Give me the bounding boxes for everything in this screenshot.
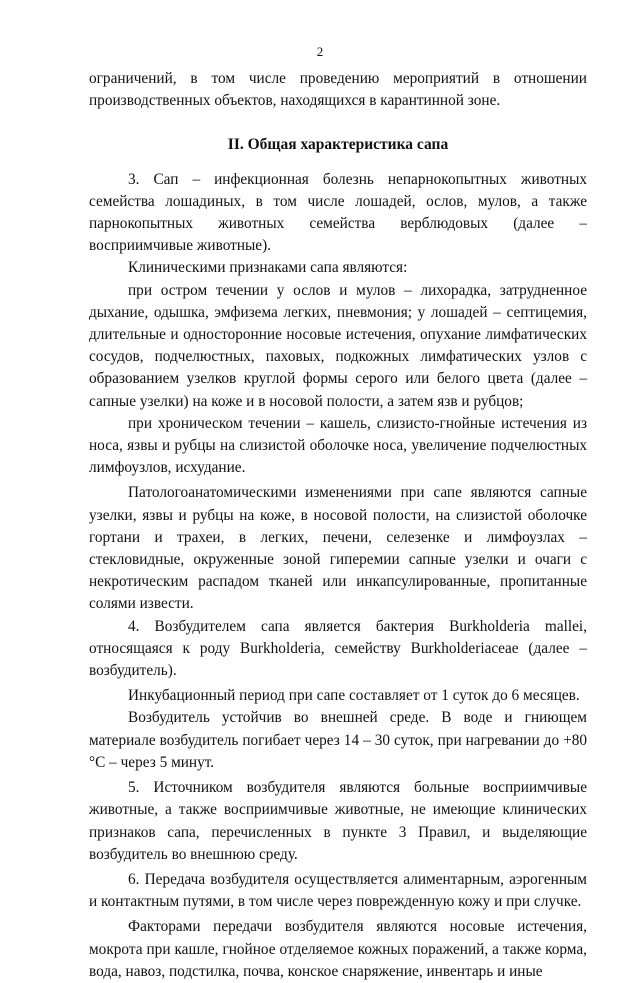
- paragraph-item-5: 5. Источником возбудителя являются больные восприимчивые животные, а также восприимчивые животные, не имеющие клинических признаков сапа, перечисленных в пункте 3 Правил, и выделяющие возбудитель во внешнюю среду.: [89, 779, 587, 863]
- paragraph-acute-course: при остром течении у ослов и мулов – лихорадка, затрудненное дыхание, одышка, эмфизема легких, пневмония; у лошадей – септицемия, длительные и односторонние носовые истечения, опухание лимфатических сосудов, подчелюстных, паховых, подкожных лимфатических узлов с образованием узелков круглой формы серого или белого цвета (далее – сапные узелки) на коже и в носовой полости, а затем язв и рубцов;: [89, 281, 587, 410]
- paragraph-resistance: Возбудитель устойчив во внешней среде. В воде и гниющем материале возбудитель погибает через 14 – 30 суток, при нагревании до +80 °С – через 5 минут.: [89, 709, 587, 771]
- section-heading: II. Общая характеристика сапа: [227, 136, 449, 154]
- paragraph-item-3: 3. Сап – инфекционная болезнь непарнокопытных животных семейства лошадиных, в том числе лошадей, ослов, мулов, а также парнокопытных животных семейства верблюдовых (далее – восприимчивые животные).: [89, 170, 587, 255]
- paragraph-continuation: ограничений, в том числе проведению мероприятий в отношении производственных объектов, находящихся в карантинной зоне.: [89, 70, 587, 110]
- paragraph-item-4: 4. Возбудителем сапа является бактерия Burkholderia mallei, относящаяся к роду Burkholderia, семейству Burkholderiaceae (далее – возбудитель).: [89, 617, 587, 680]
- paragraph-pathology: Патологоанатомическими изменениями при сапе являются сапные узелки, язвы и рубцы на коже, в носовой полости, на слизистой оболочке гортани и трахеи, в легких, печени, селезенке и лимфоузлах – стекловидные, окруженные зоной гиперемии сапные узелки и очаги с некротическим распадом тканей или инкапсулированные, пропитанные солями извести.: [89, 484, 587, 613]
- paragraph-chronic-course: при хроническом течении – кашель, слизисто-гнойные истечения из носа, язвы и рубцы на слизистой оболочке носа, увеличение подчелюстных лимфоузлов, исхудание.: [89, 414, 587, 477]
- document-body: [89, 68, 587, 983]
- paragraph-transmission-factors: Факторами передачи возбудителя являются носовые истечения, мокрота при кашле, гнойное отделяемое кожных поражений, а также корма, вода, навоз, подстилка, почва, конское снаряжение, инвентарь и иные: [89, 918, 587, 980]
- paragraph-clinical-signs: Клиническими признаками сапа являются:: [128, 259, 408, 277]
- paragraph-incubation: Инкубационный период при сапе составляет от 1 суток до 6 месяцев.: [128, 687, 580, 705]
- paragraph-item-6: 6. Передача возбудителя осуществляется алиментарным, аэрогенным и контактным путями, в том числе через поврежденную кожу и при случке.: [89, 870, 587, 911]
- page-number: 2: [316, 44, 324, 59]
